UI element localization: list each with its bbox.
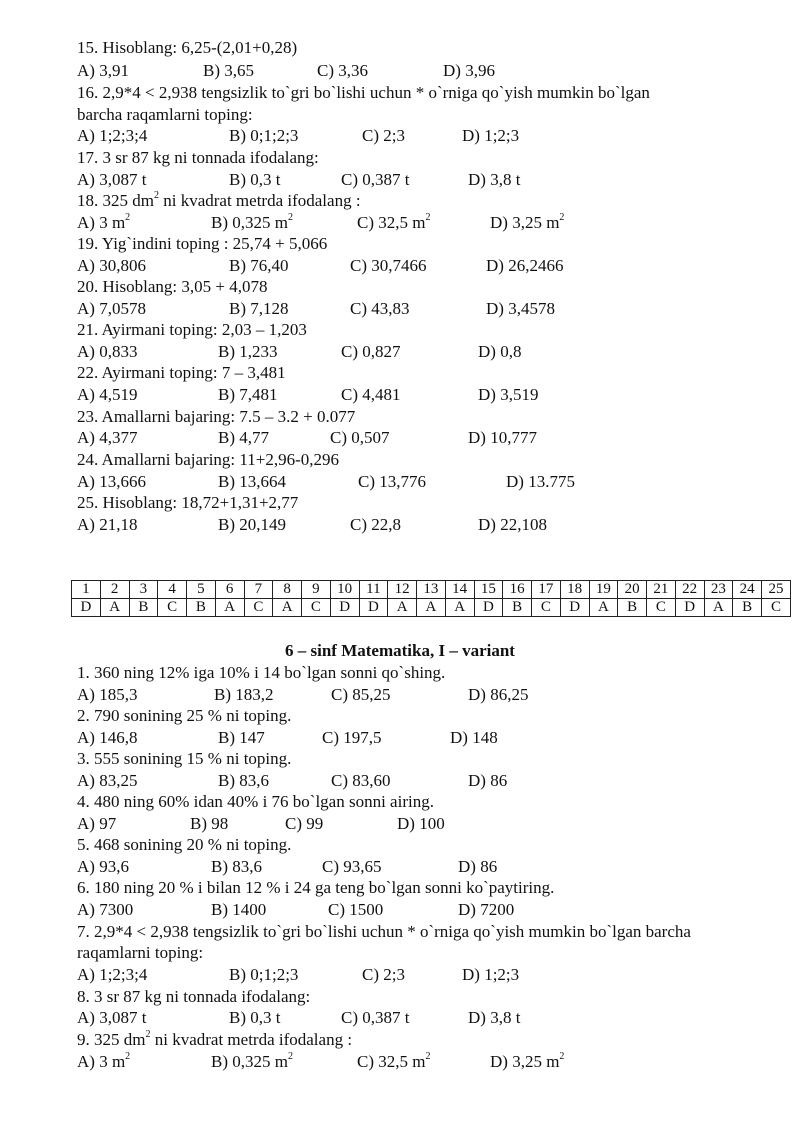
option-d: D) 3,8 t [468,1008,521,1027]
answer-key-number: 7 [244,581,273,599]
option-b: B) 76,40 [229,256,289,275]
question-text-cont: barcha raqamlarni toping: [77,105,253,124]
answer-key-letter: B [733,599,762,617]
answer-key-number: 21 [647,581,676,599]
option-b: B) 20,149 [218,515,286,534]
answer-key-letter: D [675,599,704,617]
answer-key-number: 24 [733,581,762,599]
option-d: D) 148 [450,728,498,747]
option-c: C) 0,507 [330,428,390,447]
option-a: A) 1;2;3;4 [77,126,148,145]
question-text: 25. Hisoblang: 18,72+1,31+2,77 [77,493,299,512]
answer-key-number: 23 [704,581,733,599]
answer-key-number: 20 [618,581,647,599]
option-c: C) 1500 [328,900,384,919]
option-c: C) 32,5 $m^2$ [357,1051,431,1071]
answer-key-letter: A [704,599,733,617]
answer-key-letter: C [302,599,331,617]
answer-key-letter: B [129,599,158,617]
answer-key-number: 16 [503,581,532,599]
question-text: 20. Hisoblang: 3,05 + 4,078 [77,277,268,296]
answer-key-number: 19 [589,581,618,599]
option-d: D) 86 [458,857,498,876]
option-b: B) 83,6 [211,857,262,876]
option-c: C) 4,481 [341,385,401,404]
answer-key-letter: D [330,599,359,617]
answer-key-number: 22 [675,581,704,599]
question-text: 21. Ayirmani toping: 2,03 – 1,203 [77,320,307,339]
option-b: B) 83,6 [218,771,269,790]
option-c: C) 93,65 [322,857,382,876]
answer-key-number: 9 [302,581,331,599]
answer-key-letter: D [359,599,388,617]
option-d: D) 13.775 [506,472,575,491]
option-b: B) 147 [218,728,265,747]
question-text: 16. 2,9*4 < 2,938 tengsizlik to`gri bo`lishi uchun * o`rniga qo`yish mumkin bo`lgan [77,83,650,102]
option-c: C) 99 [285,814,324,833]
answer-key-letter: C [647,599,676,617]
option-a: A) 3 $m^2$ [77,212,131,232]
answer-key-table [71,580,791,617]
question-text: 6. 180 ning 20 % i bilan 12 % i 24 ga teng bo`lgan sonni ko`paytiring. [77,878,555,897]
answer-key-number: 14 [445,581,474,599]
question-text: 5. 468 sonining 20 % ni toping. [77,835,292,854]
option-d: D) 1;2;3 [462,126,520,145]
option-b: B) 1,233 [218,342,278,361]
option-c: C) 2;3 [362,965,405,984]
question-text: 15. Hisoblang: 6,25-(2,01+0,28) [77,38,298,57]
option-a: A) 13,666 [77,472,146,491]
option-a: A) 3 $m^2$ [77,1051,131,1071]
option-d: D) 3,25 $m^2$ [490,212,565,232]
option-b: B) 13,664 [218,472,286,491]
option-b: B) 183,2 [214,685,274,704]
option-a: A) 7300 [77,900,134,919]
question-text: 1. 360 ning 12% iga 10% i 14 bo`lgan sonni qo`shing. [77,663,446,682]
answer-key-letter: A [417,599,446,617]
section-title: 6 – sinf Matematika, I – variant [285,641,515,660]
answer-key-letter: D [474,599,503,617]
answer-key-number: 12 [388,581,417,599]
question-text: 22. Ayirmani toping: 7 – 3,481 [77,363,286,382]
option-a: A) 21,18 [77,515,138,534]
question-text: 3. 555 sonining 15 % ni toping. [77,749,292,768]
answer-key-number: 5 [187,581,216,599]
option-d: D) 1;2;3 [462,965,520,984]
option-c: C) 0,387 t [341,1008,410,1027]
answer-key-letter: B [618,599,647,617]
option-b: B) 0;1;2;3 [229,126,299,145]
option-d: D) 86,25 [468,685,529,704]
option-c: C) 13,776 [358,472,426,491]
option-d: D) 86 [468,771,508,790]
option-d: D) 3,8 t [468,170,521,189]
answer-key-number: 15 [474,581,503,599]
answer-key-letter: C [762,599,791,617]
option-c: C) 2;3 [362,126,405,145]
option-d: D) 22,108 [478,515,547,534]
answer-key-numbers-row [72,581,791,599]
question-text: 9. 325 $dm^2$ ni kvadrat metrda ifodalang : [77,1029,353,1049]
answer-key-letter: C [532,599,561,617]
option-a: A) 97 [77,814,117,833]
option-c: C) 0,387 t [341,170,410,189]
option-b: B) 0,3 t [229,170,281,189]
answer-key-letter: D [72,599,101,617]
question-text: 23. Amallarni bajaring: 7.5 – 3.2 + 0.077 [77,407,356,426]
option-c: C) 32,5 $m^2$ [357,212,431,232]
answer-key-number: 13 [417,581,446,599]
answer-key-number: 2 [100,581,129,599]
option-c: C) 3,36 [317,61,368,80]
answer-key-number: 25 [762,581,791,599]
question-text: 18. 325 $dm^2$ ni kvadrat metrda ifodalang : [77,190,361,210]
option-b: B) 3,65 [203,61,254,80]
option-a: A) 7,0578 [77,299,146,318]
answer-key-letters-row [72,599,791,617]
answer-key-number: 11 [359,581,388,599]
option-c: C) 83,60 [331,771,391,790]
question-text: 4. 480 ning 60% idan 40% i 76 bo`lgan sonni airing. [77,792,434,811]
answer-key-letter: A [388,599,417,617]
answer-key-number: 3 [129,581,158,599]
answer-key-letter: A [100,599,129,617]
answer-key-letter: C [158,599,187,617]
option-b: B) 0;1;2;3 [229,965,299,984]
option-c: C) 0,827 [341,342,401,361]
option-a: A) 3,087 t [77,1008,147,1027]
option-b: B) 0,325 $m^2$ [211,212,293,232]
answer-key-letter: B [187,599,216,617]
question-text-cont: raqamlarni toping: [77,943,204,962]
option-c: C) 197,5 [322,728,382,747]
option-d: D) 7200 [458,900,515,919]
option-a: A) 4,377 [77,428,138,447]
option-a: A) 83,25 [77,771,138,790]
option-c: C) 43,83 [350,299,410,318]
option-d: D) 10,777 [468,428,537,447]
option-d: D) 3,96 [443,61,495,80]
option-b: B) 7,481 [218,385,278,404]
option-d: D) 0,8 [478,342,522,361]
question-text: 8. 3 sr 87 kg ni tonnada ifodalang: [77,987,311,1006]
answer-key-number: 4 [158,581,187,599]
answer-key-letter: C [244,599,273,617]
answer-key-letter: A [445,599,474,617]
answer-key-number: 1 [72,581,101,599]
option-a: A) 3,087 t [77,170,147,189]
answer-key-number: 18 [560,581,589,599]
answer-key-letter: D [560,599,589,617]
option-b: B) 0,325 $m^2$ [211,1051,293,1071]
option-a: A) 93,6 [77,857,129,876]
option-a: A) 1;2;3;4 [77,965,148,984]
option-a: A) 4,519 [77,385,138,404]
option-a: A) 146,8 [77,728,138,747]
option-c: C) 85,25 [331,685,391,704]
option-d: D) 3,4578 [486,299,555,318]
option-d: D) 26,2466 [486,256,564,275]
option-b: B) 4,77 [218,428,269,447]
answer-key-letter: A [273,599,302,617]
option-c: C) 30,7466 [350,256,427,275]
option-a: A) 0,833 [77,342,138,361]
question-text: 17. 3 sr 87 kg ni tonnada ifodalang: [77,148,319,167]
option-a: A) 30,806 [77,256,146,275]
answer-key-number: 8 [273,581,302,599]
option-c: C) 22,8 [350,515,401,534]
option-a: A) 185,3 [77,685,138,704]
answer-key-letter: B [503,599,532,617]
option-d: D) 100 [397,814,445,833]
question-text: 19. Yig`indini toping : 25,74 + 5,066 [77,234,328,253]
option-d: D) 3,25 $m^2$ [490,1051,565,1071]
option-b: B) 7,128 [229,299,289,318]
question-text: 2. 790 sonining 25 % ni toping. [77,706,292,725]
option-b: B) 1400 [211,900,267,919]
answer-key-number: 10 [330,581,359,599]
answer-key-letter: A [589,599,618,617]
answer-key-number: 17 [532,581,561,599]
question-text: 24. Amallarni bajaring: 11+2,96-0,296 [77,450,340,469]
answer-key-letter: A [215,599,244,617]
question-text: 7. 2,9*4 < 2,938 tengsizlik to`gri bo`lishi uchun * o`rniga qo`yish mumkin bo`lgan barcha [77,922,691,941]
option-a: A) 3,91 [77,61,129,80]
option-d: D) 3,519 [478,385,539,404]
option-b: B) 0,3 t [229,1008,281,1027]
option-b: B) 98 [190,814,229,833]
answer-key-number: 6 [215,581,244,599]
